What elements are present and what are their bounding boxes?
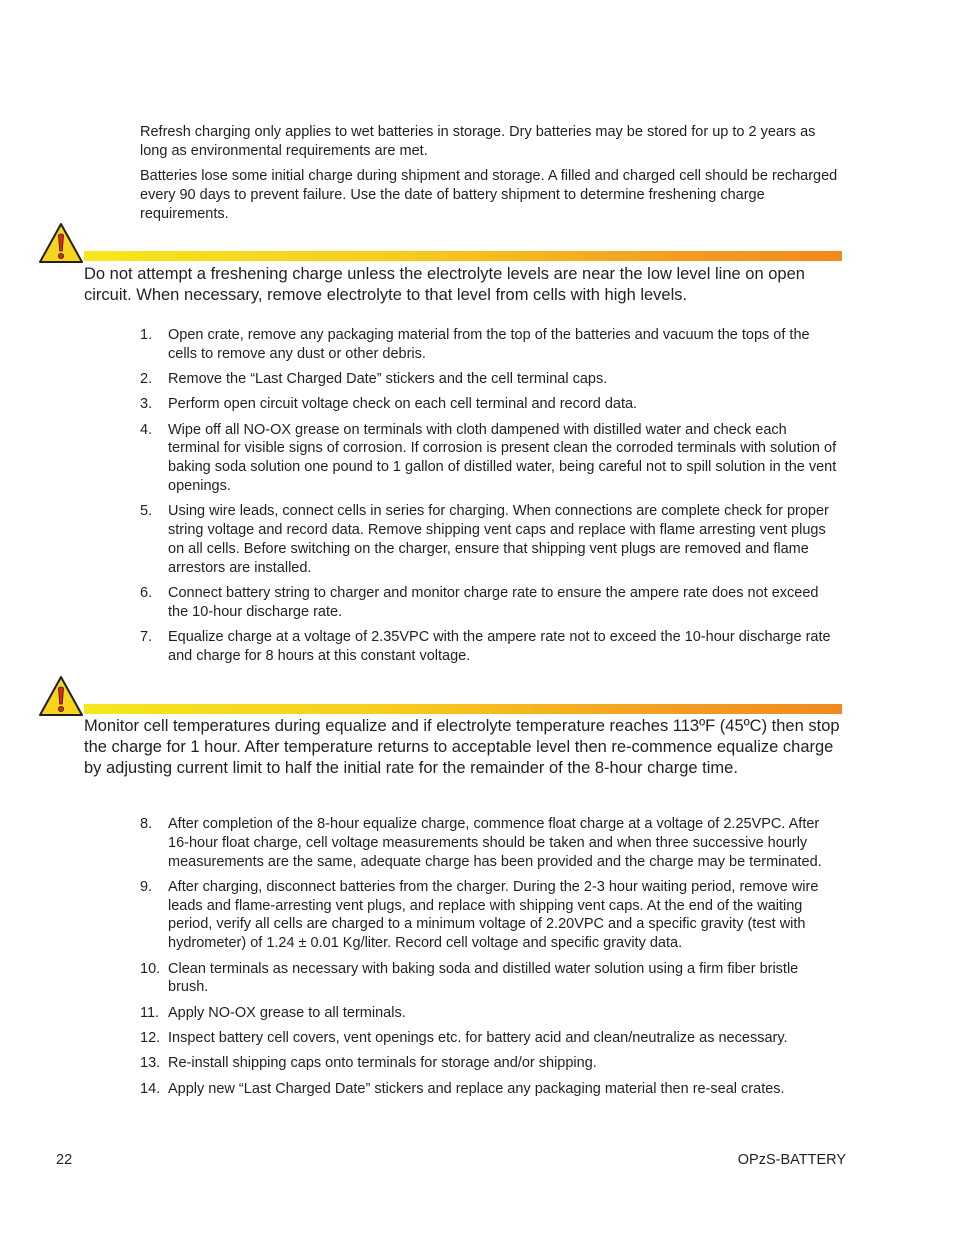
- list-item: [140, 326, 840, 364]
- list-item-text: Re-install shipping caps onto terminals for storage and/or shipping.: [168, 1055, 597, 1072]
- list-item-number: 10.: [140, 960, 161, 977]
- list-item-text: Equalize charge at a voltage of 2.35VPC with the ampere rate not to exceed the 10-hour discharge rate and charge for 8 hours at this constant voltage.: [168, 629, 831, 664]
- list-item-number: 6.: [140, 585, 153, 602]
- list-item-number: 7.: [140, 629, 153, 646]
- list-item: [140, 584, 840, 622]
- list-item-text: Apply new “Last Charged Date” stickers and replace any packaging material then re-seal crates.: [168, 1080, 785, 1097]
- list-item: [140, 815, 840, 871]
- list-item-text: Wipe off all NO-OX grease on terminals with cloth dampened with distilled water and check each terminal for visible signs of corrosion. If corrosion is present clean the corroded terminals with solution of baking soda solution one pound to 1 gallon of distilled water, being careful not to spill solution in the vent openings.: [168, 421, 837, 495]
- list-item-number: 3.: [140, 396, 153, 413]
- list-item: [140, 1029, 840, 1048]
- list-item-number: 8.: [140, 816, 153, 832]
- list-item: [140, 1080, 840, 1099]
- list-item: [140, 960, 840, 998]
- caution-text-1: Do not attempt a freshening charge unless the electrolyte levels are near the low level line on open circuit. When necessary, remove electrolyte to that level from cells with high levels.: [84, 265, 805, 304]
- list-item: [140, 421, 840, 496]
- list-item: [140, 1054, 840, 1073]
- list-item-text: Perform open circuit voltage check on each cell terminal and record data.: [168, 396, 638, 413]
- list-item-text: Clean terminals as necessary with baking soda and distilled water solution using a firm fiber bristle brush.: [168, 960, 799, 996]
- warning-triangle-icon: [38, 222, 84, 264]
- list-item: [140, 502, 840, 577]
- list-item-number: 13.: [140, 1055, 161, 1072]
- list-item-text: Remove the “Last Charged Date” stickers and the cell terminal caps.: [168, 371, 608, 388]
- procedure-list-1: [140, 326, 840, 672]
- caution-bar: [84, 704, 842, 714]
- caution-bar: [84, 251, 842, 261]
- list-item: [140, 370, 840, 389]
- list-item-number: 1.: [140, 327, 153, 343]
- caution-text-2: Monitor cell temperatures during equalize and if electrolyte temperature reaches 113ºF (45ºC) then stop the charge for 1 hour. After temperature returns to acceptable level then re-commence equalize charge by adjusting current limit to half the initial rate for the remainder of the 8-hour charge time.: [84, 717, 840, 777]
- list-item-text: Open crate, remove any packaging material from the top of the batteries and vacuum the tops of the cells to remove any dust or other debris.: [168, 327, 810, 362]
- list-item-number: 14.: [140, 1080, 161, 1097]
- list-item-number: 5.: [140, 503, 153, 520]
- list-item: [140, 878, 840, 953]
- list-item: [140, 395, 840, 414]
- procedure-list-2: [140, 815, 840, 1105]
- list-item-number: 2.: [140, 371, 153, 388]
- list-item-text: Inspect battery cell covers, vent openings etc. for battery acid and clean/neutralize as necessary.: [168, 1029, 788, 1046]
- list-item-text: After completion of the 8-hour equalize charge, commence float charge at a voltage of 2.25VPC. After 16-hour float charge, cell voltage measurements should be taken and when three successive hourly measurements are the same, adequate charge has been provided and the charge may be terminated.: [168, 816, 822, 870]
- page-number: 22: [56, 1152, 73, 1168]
- list-item-text: After charging, disconnect batteries from the charger. During the 2-3 hour waiting period, remove wire leads and flame-arresting vent plugs, and replace with shipping vent caps. At the end of the waiting period, verify all cells are charged to a minimum voltage of 2.20VPC and a specific gravity (test with hydrometer) of 1.24 ± 0.01 Kg/liter. Record cell voltage and specific gravity data.: [168, 878, 819, 952]
- list-item-text: Using wire leads, connect cells in series for charging. When connections are complete check for proper string voltage and record data. Remove shipping vent caps and replace with flame arresting vent plugs on all cells. Before switching on the charger, ensure that shipping vent plugs are removed and flame arrestors are installed.: [168, 503, 829, 576]
- list-item-number: 11.: [140, 1004, 160, 1021]
- list-item: [140, 628, 840, 666]
- list-item-number: 4.: [140, 421, 153, 438]
- list-item-text: Connect battery string to charger and monitor charge rate to ensure the ampere rate does not exceed the 10-hour discharge rate.: [168, 585, 819, 620]
- list-item-text: Apply NO-OX grease to all terminals.: [168, 1004, 406, 1021]
- warning-triangle-icon: [38, 675, 84, 717]
- intro-paragraph-1: Refresh charging only applies to wet batteries in storage. Dry batteries may be stored for up to 2 years as long as environmental requirements are met.: [140, 124, 816, 159]
- intro-paragraph-2: Batteries lose some initial charge during shipment and storage. A filled and charged cell should be recharged every 90 days to prevent failure. Use the date of battery shipment to determine freshening charge requirements.: [140, 168, 838, 222]
- list-item-number: 12.: [140, 1029, 161, 1046]
- list-item: [140, 1004, 840, 1023]
- footer-product-name: OPzS-BATTERY: [737, 1152, 846, 1168]
- list-item-number: 9.: [140, 878, 153, 895]
